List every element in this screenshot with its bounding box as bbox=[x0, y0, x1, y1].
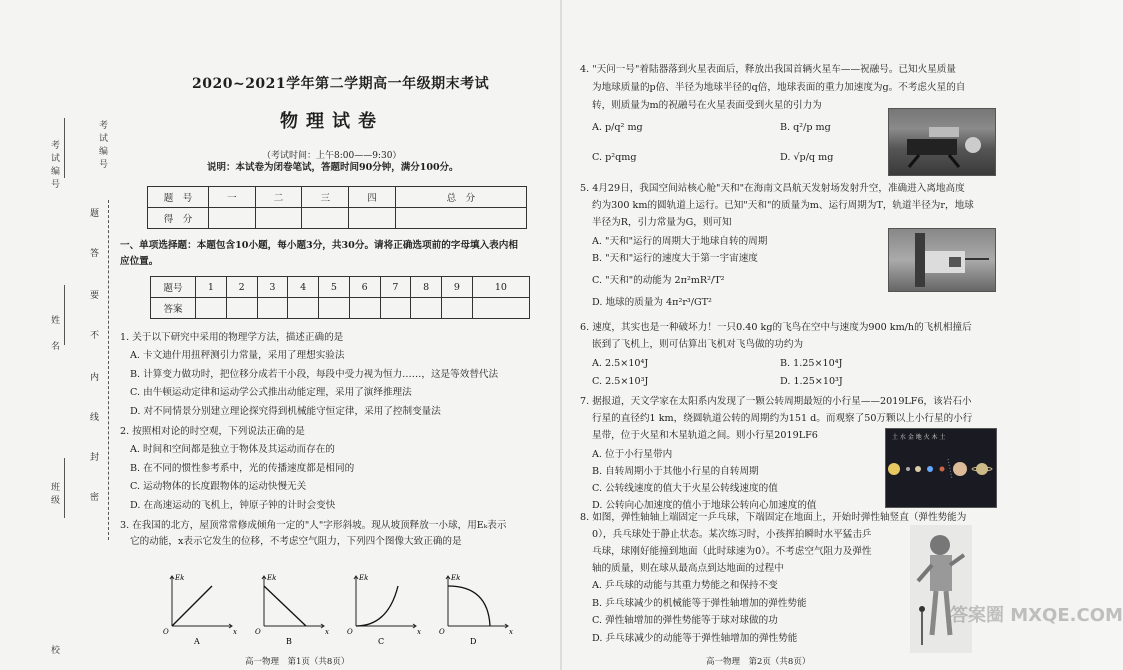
option-item: B. q²/p mg bbox=[780, 122, 831, 133]
name-label: 姓 名 bbox=[49, 315, 59, 354]
answer-number-cell: 1 bbox=[196, 277, 227, 298]
graph-curve bbox=[172, 586, 212, 626]
graph-option-label: B bbox=[286, 637, 292, 646]
graph-A bbox=[163, 574, 237, 646]
question-stem: 乓球，球刚好能撞到地面（此时球速为0）。不考虑空气阻力及弹性 bbox=[592, 546, 872, 557]
answer-number-cell: 4 bbox=[288, 277, 319, 298]
question-stem: 1. 关于以下研究中采用的物理学方法，描述正确的是 bbox=[120, 332, 344, 343]
score-header-cell: 二 bbox=[255, 187, 302, 208]
answer-number-cell: 3 bbox=[257, 277, 288, 298]
answer-number-cell: 10 bbox=[472, 277, 529, 298]
option-item: B. 计算变力做功时，把位移分成若干小段，每段中受力视为恒力……，这是等效替代法 bbox=[130, 368, 499, 380]
score-header-cell: 三 bbox=[302, 187, 349, 208]
question-stem: 嵌到了飞机上，则可估算出飞机对飞鸟做的功约为 bbox=[592, 339, 804, 350]
graph-x-label: x bbox=[233, 628, 237, 636]
option-item: C. 2.5×10³J bbox=[592, 376, 649, 387]
score-header-cell: 总 分 bbox=[395, 187, 526, 208]
option-item: A. "天和"运行的周期大于地球自转的周期 bbox=[592, 236, 768, 247]
graph-option-label: C bbox=[378, 637, 385, 646]
option-item: D. √p/q mg bbox=[780, 152, 834, 163]
subject-title: 物理试卷 bbox=[280, 111, 384, 132]
graph-option-label: A bbox=[194, 637, 200, 646]
graph-y-label: Ek bbox=[267, 574, 277, 582]
answer-number-cell: 7 bbox=[380, 277, 411, 298]
score-header-cell: 一 bbox=[209, 187, 256, 208]
question-stem: 6. 速度，其实也是一种破坏力！一只0.40 kg的飞鸟在空中与速度为900 km/h的飞机相撞后 bbox=[580, 322, 972, 333]
graph-origin-label: O bbox=[439, 628, 445, 636]
seal-char: 密 bbox=[90, 493, 100, 503]
section1-heading-cont: 应位置。 bbox=[120, 256, 159, 267]
question-stem: 7. 据报道，天文学家在太阳系内发现了一颗公转周期最短的小行星——2019LF6，该岩石小 bbox=[580, 396, 972, 407]
ping-pong-child-photo bbox=[910, 525, 972, 653]
graph-C bbox=[347, 574, 421, 646]
footer-left: 高一物理 第1页（共8页） bbox=[245, 657, 350, 667]
solar-system-photo bbox=[885, 428, 997, 508]
option-item: D. 乒乓球减少的动能等于弹性轴增加的弹性势能 bbox=[592, 632, 798, 644]
option-item: C. "天和"的动能为 2π²mR²/T² bbox=[592, 275, 725, 286]
question-stem: 为地球质量的p倍、半径为地球半径的q倍，地球表面的重力加速度为g。不考虑火星的自 bbox=[592, 82, 966, 93]
option-item: A. 卡文迪什用扭秤测引力常量，采用了理想实验法 bbox=[130, 350, 345, 361]
option-item: A. 时间和空间都是独立于物体及其运动而存在的 bbox=[130, 444, 335, 455]
score-row-label: 得 分 bbox=[148, 208, 209, 229]
answer-input-cell[interactable] bbox=[288, 298, 319, 319]
graph-origin-label: O bbox=[347, 628, 353, 636]
graph-x-label: x bbox=[325, 628, 329, 636]
mars-rover-photo bbox=[888, 108, 996, 176]
graph-curve bbox=[264, 586, 306, 626]
seal-char: 不 bbox=[90, 331, 100, 341]
option-item: C. 公转线速度的值大于火星公转线速度的值 bbox=[592, 483, 778, 494]
seal-line bbox=[108, 200, 110, 540]
answer-number-cell: 9 bbox=[442, 277, 473, 298]
answer-input-cell[interactable] bbox=[196, 298, 227, 319]
question-stem: 轴的质量，则在球从最高点到达地面的过程中 bbox=[592, 563, 784, 574]
option-item: D. 公转向心加速度的值小于地球公转向心加速度的值 bbox=[592, 500, 817, 511]
option-item: B. 在不同的惯性参考系中，光的传播速度都是相同的 bbox=[130, 462, 355, 474]
exam-number-label: 考试编号 bbox=[49, 140, 59, 192]
space-station-photo bbox=[888, 228, 996, 292]
watermark: 答案圈 MXQE.COM bbox=[950, 605, 1123, 626]
seal-char: 要 bbox=[90, 291, 100, 301]
graph-x-label: x bbox=[417, 628, 421, 636]
question-stem: 星带，位于火星和木星轨道之间。则小行星2019LF6 bbox=[592, 430, 818, 441]
graph-origin-label: O bbox=[163, 628, 169, 636]
graph-D bbox=[439, 574, 513, 646]
answer-input-cell[interactable] bbox=[442, 298, 473, 319]
school-label: 校 bbox=[49, 645, 59, 658]
answer-number-cell: 5 bbox=[319, 277, 350, 298]
graph-option-label: D bbox=[470, 637, 477, 646]
answer-header-label: 题号 bbox=[151, 277, 196, 298]
q3-graphs bbox=[160, 566, 513, 646]
answer-row-label: 答案 bbox=[151, 298, 196, 319]
question-stem: 4. "天问一号"着陆器落到火星表面后，释放出我国首辆火星车——祝融号。已知火星质量 bbox=[580, 64, 956, 75]
question-stem: 约为300 km的圆轨道上运行。已知"天和"的质量为m、运行周期为T，轨道半径为r，地球 bbox=[592, 200, 974, 211]
question-stem: 0），兵乓球处于静止状态。某次练习时，小孩挥拍瞬时水平猛击乒 bbox=[592, 529, 872, 540]
score-cell[interactable] bbox=[395, 208, 526, 229]
graph-curve bbox=[356, 586, 398, 626]
answer-input-cell[interactable] bbox=[349, 298, 380, 319]
question-stem: 行星的直径约1 km，绕圆轨道公转的周期约为151 d。而观察了50万颗以上小行星的小行 bbox=[592, 413, 973, 424]
name-line bbox=[64, 285, 65, 345]
exam-title: 2020~2021学年第二学期高一年级期末考试 bbox=[192, 76, 490, 92]
class-line bbox=[64, 458, 65, 518]
option-item: B. "天和"运行的速度大于第一宇宙速度 bbox=[592, 253, 758, 264]
graph-y-label: Ek bbox=[359, 574, 369, 582]
instructions: 说明：本试卷为闭卷笔试，答题时间90分钟，满分100分。 bbox=[207, 162, 459, 173]
graph-curve bbox=[448, 586, 490, 626]
option-item: C. 运动物体的长度跟物体的运动快慢无关 bbox=[130, 481, 307, 492]
graph-x-label: x bbox=[509, 628, 513, 636]
question-stem: 转，则质量为m的祝融号在火星表面受到火星的引力为 bbox=[592, 100, 822, 111]
seal-char: 封 bbox=[90, 453, 100, 463]
question-stem: 8. 如图，弹性轴轴上端固定一乒乓球，下端固定在地面上，开始时弹性轴竖直（弹性势能为 bbox=[580, 512, 967, 523]
exam-number-line bbox=[64, 118, 65, 178]
question-stem: 半径为R，引力常量为G，则可知 bbox=[592, 217, 732, 228]
seal-char: 答 bbox=[90, 249, 100, 259]
page-fold bbox=[560, 0, 562, 670]
answer-table bbox=[150, 276, 530, 319]
seal-char: 线 bbox=[90, 413, 100, 423]
option-item: C. 弹性轴增加的弹性势能等于球对球做的功 bbox=[592, 615, 778, 626]
answer-input-cell[interactable] bbox=[257, 298, 288, 319]
option-item: B. 乒乓球减少的机械能等于弹性轴增加的弹性势能 bbox=[592, 597, 807, 609]
footer-right: 高一物理 第2页（共8页） bbox=[706, 657, 811, 667]
score-cell[interactable] bbox=[255, 208, 302, 229]
option-item: D. 对不同情景分别建立理论探究得到机械能守恒定律，采用了控制变量法 bbox=[130, 405, 441, 417]
option-item: D. 1.25×10³J bbox=[780, 376, 843, 387]
option-item: C. 由牛顿运动定律和运动学公式推出动能定理，采用了演绎推理法 bbox=[130, 387, 412, 398]
answer-input-cell[interactable] bbox=[411, 298, 442, 319]
option-item: A. 乒乓球的动能与其重力势能之和保持不变 bbox=[592, 580, 778, 591]
option-item: D. 在高速运动的飞机上，钟原子钟的计时会变快 bbox=[130, 499, 336, 511]
graph-y-label: Ek bbox=[451, 574, 461, 582]
score-header-cell: 四 bbox=[349, 187, 396, 208]
score-header-cell: 题 号 bbox=[148, 187, 209, 208]
answer-input-cell[interactable] bbox=[472, 298, 529, 319]
option-item: B. 自转周期小于其他小行星的自转周期 bbox=[592, 466, 759, 477]
option-item: D. 地球的质量为 4π²r³/GT² bbox=[592, 297, 712, 308]
question-stem: 5. 4月29日，我国空间站核心舱"天和"在海南文昌航天发射场发射升空，准确进入离地高度 bbox=[580, 183, 965, 194]
answer-input-cell[interactable] bbox=[319, 298, 350, 319]
option-item: B. 1.25×10⁴J bbox=[780, 358, 843, 369]
graph-origin-label: O bbox=[255, 628, 261, 636]
question-stem: 3. 在我国的北方，屋顶常常修成倾角一定的"人"字形斜坡。现从坡顶释放一小球，用Eₖ表示 bbox=[120, 520, 507, 531]
score-cell[interactable] bbox=[349, 208, 396, 229]
answer-number-cell: 8 bbox=[411, 277, 442, 298]
option-item: C. p²qmg bbox=[592, 152, 637, 163]
svg-text:土 水 金 地 火 木 土: 土 水 金 地 火 木 土 bbox=[892, 434, 946, 441]
section1-heading: 一、单项选择题：本题包含10小题，每小题3分，共30分。请将正确选项前的字母填入表内相 bbox=[120, 240, 518, 251]
graph-y-label: Ek bbox=[175, 574, 185, 582]
score-cell[interactable] bbox=[209, 208, 256, 229]
score-cell[interactable] bbox=[302, 208, 349, 229]
seal-char: 内 bbox=[90, 373, 100, 383]
answer-input-cell[interactable] bbox=[226, 298, 257, 319]
question-stem-cont: 它的动能，x表示它发生的位移，不考虑空气阻力，下列四个图像大致正确的是 bbox=[130, 536, 462, 547]
seal-char: 题 bbox=[90, 209, 100, 219]
graph-B bbox=[255, 574, 329, 646]
score-table bbox=[147, 186, 527, 229]
option-item: A. p/q² mg bbox=[592, 122, 643, 133]
question-stem: 2. 按照相对论的时空观，下列说法正确的是 bbox=[120, 426, 305, 437]
option-item: A. 位于小行星带内 bbox=[592, 449, 673, 460]
answer-number-cell: 2 bbox=[226, 277, 257, 298]
exam-no-right-label: 考试编号 bbox=[97, 120, 107, 172]
exam-time: （考试时间：上午8:00——9:30） bbox=[262, 151, 402, 161]
answer-input-cell[interactable] bbox=[380, 298, 411, 319]
class-label: 班级 bbox=[49, 482, 59, 508]
option-item: A. 2.5×10⁴J bbox=[592, 358, 649, 369]
answer-number-cell: 6 bbox=[349, 277, 380, 298]
